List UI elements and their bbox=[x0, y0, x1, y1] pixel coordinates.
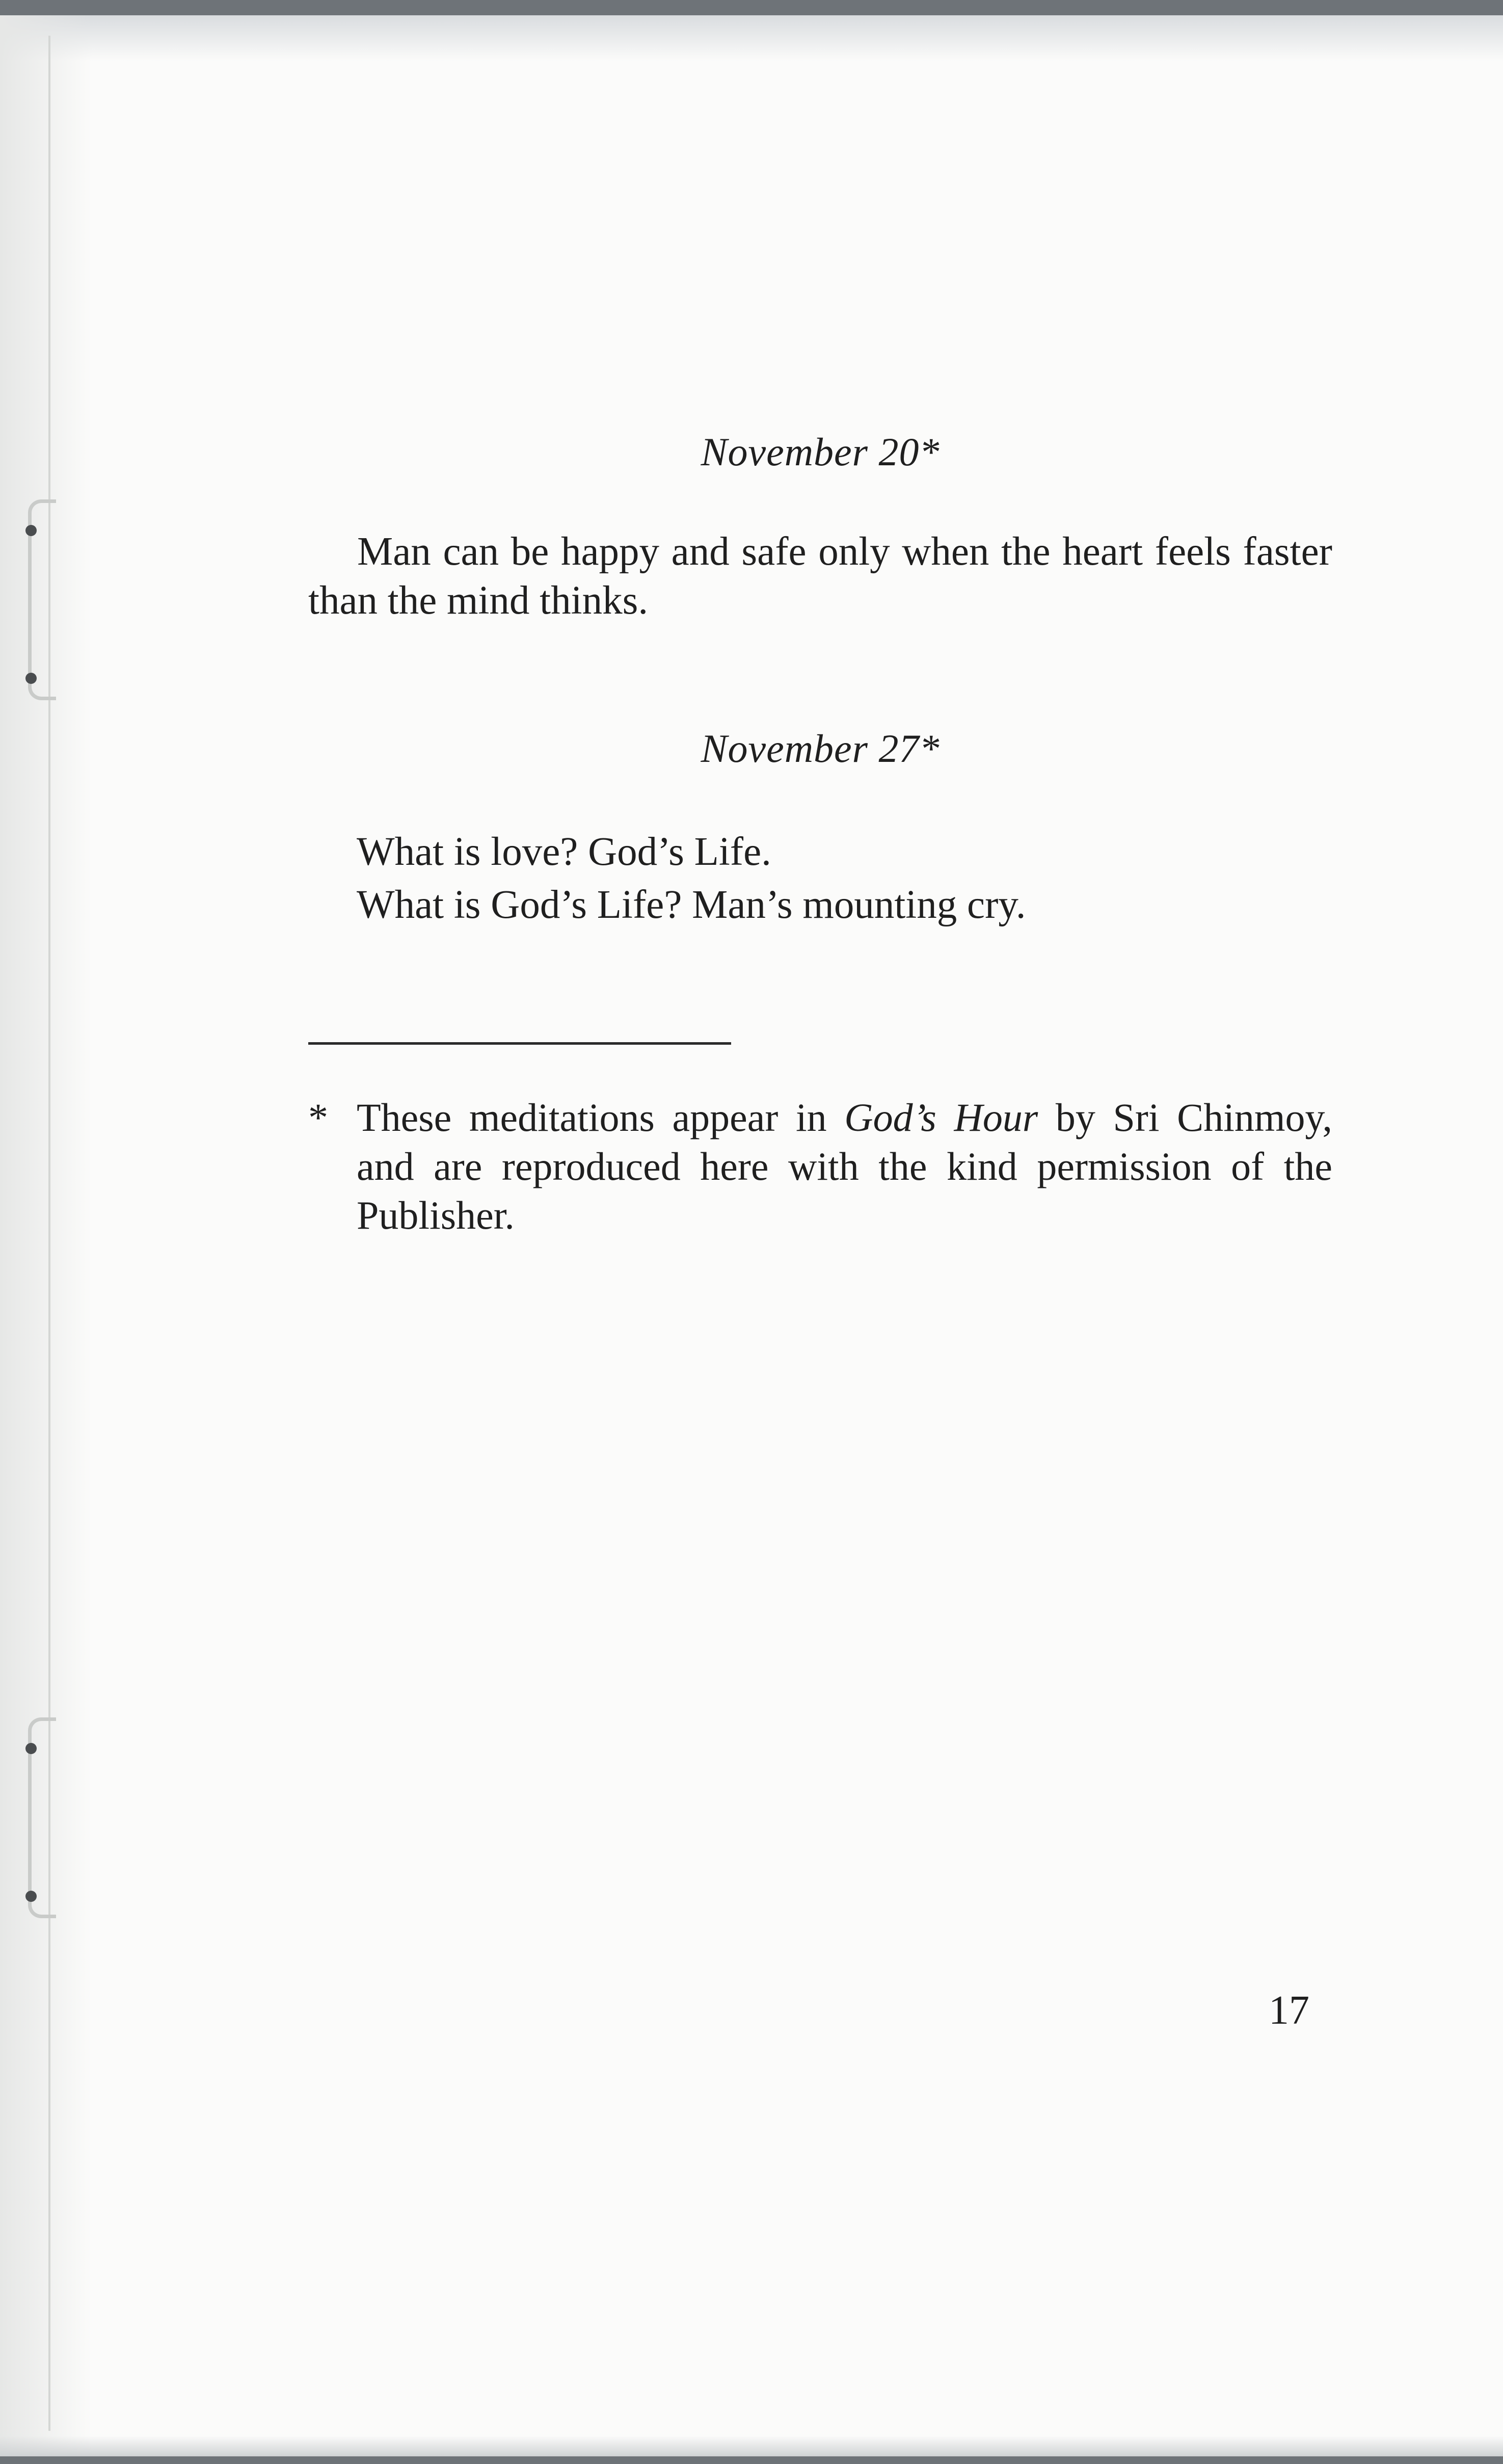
entry-line: What is love? God’s Life. bbox=[357, 830, 771, 874]
entry-text-november-20 bbox=[308, 527, 1332, 625]
scan-bottom-shadow bbox=[0, 2436, 1503, 2456]
entry-text: Man can be happy and safe only when the heart feels faster than the mind thinks. bbox=[308, 529, 1332, 623]
footnote-text-before: These meditations appear in bbox=[357, 1095, 845, 1140]
footnote-text-after: by Sri Chinmoy, and are reproduced here with the kind permission of the Publisher. bbox=[357, 1095, 1332, 1237]
staple-hole bbox=[25, 673, 37, 684]
staple-hole bbox=[25, 1891, 37, 1902]
scan-top-shadow bbox=[0, 15, 1503, 61]
footnote bbox=[308, 1093, 1332, 1240]
staple-hole bbox=[25, 525, 37, 536]
footnote-rule bbox=[308, 1042, 731, 1045]
binding-shadow bbox=[0, 15, 92, 2456]
entry-heading-november-20: November 20* bbox=[701, 430, 940, 474]
footnote-book-title: God’s Hour bbox=[844, 1095, 1038, 1140]
footnote-body bbox=[357, 1093, 1332, 1240]
entry-text-november-27 bbox=[357, 826, 1325, 932]
entry-line: What is God’s Life? Man’s mounting cry. bbox=[357, 883, 1026, 927]
entry-heading-november-27: November 27* bbox=[701, 726, 940, 771]
footnote-marker: * bbox=[308, 1095, 328, 1140]
page-number: 17 bbox=[1269, 1988, 1309, 2033]
book-page bbox=[0, 15, 1503, 2456]
staple-hole bbox=[25, 1743, 37, 1754]
binding-fold bbox=[48, 36, 50, 2431]
